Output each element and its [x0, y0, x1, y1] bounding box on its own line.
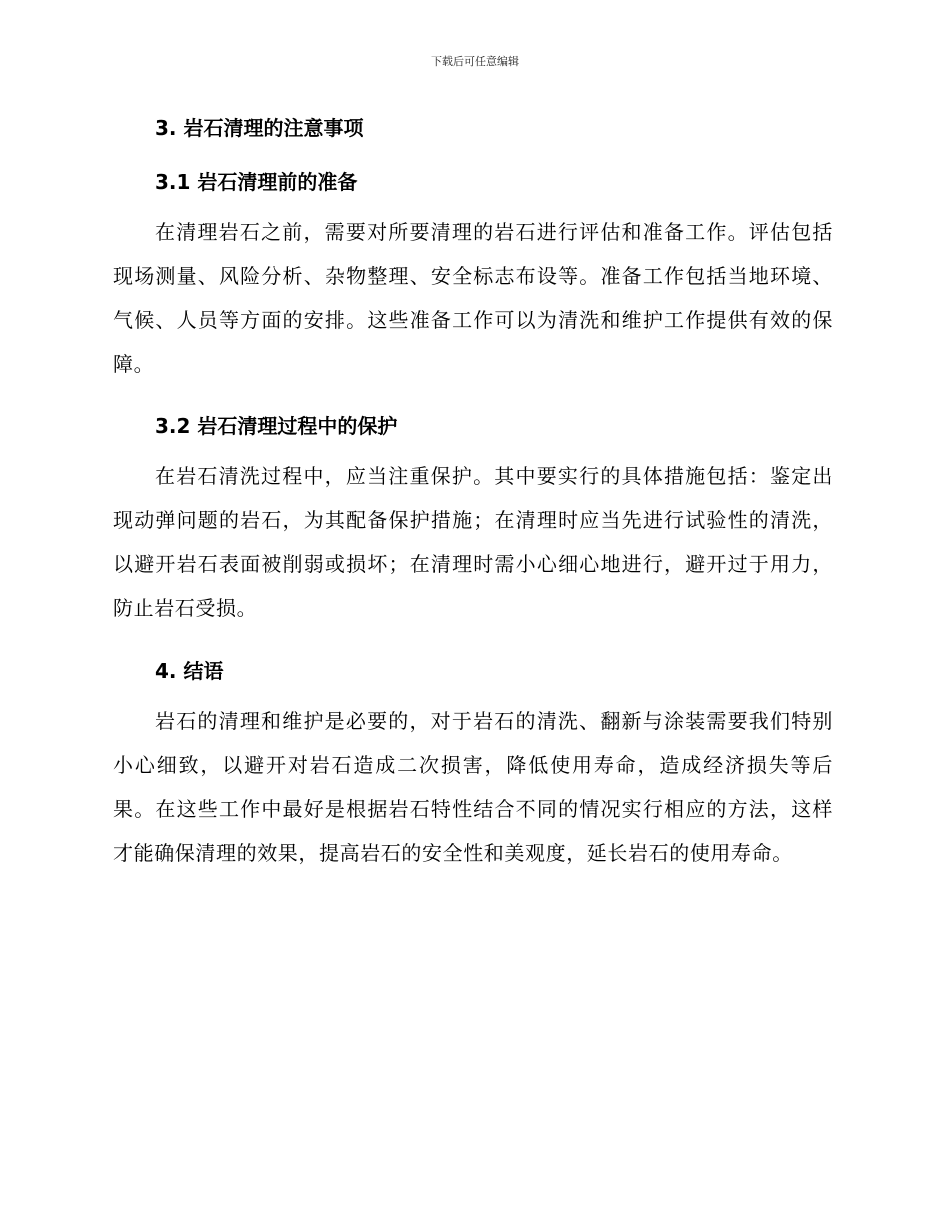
- section-3-1-heading: 3.1 岩石清理前的准备: [155, 170, 358, 194]
- section-3-1-paragraph: 在清理岩石之前，需要对所要清理的岩石进行评估和准备工作。评估包括现场测量、风险分析、杂物整理、安全标志布设等。准备工作包括当地环境、气候、人员等方面的安排。这些准备工作可以为清洗和维护工作提供有效的保障。: [113, 220, 833, 376]
- document-body: [113, 112, 833, 875]
- section-4-paragraph: 岩石的清理和维护是必要的，对于岩石的清洗、翻新与涂装需要我们特别小心细致，以避开对岩石造成二次损害，降低使用寿命，造成经济损失等后果。在这些工作中最好是根据岩石特性结合不同的情况实行相应的方法，这样才能确保清理的效果，提高岩石的安全性和美观度，延长岩石的使用寿命。: [113, 709, 833, 865]
- section-3-2-heading: 3.2 岩石清理过程中的保护: [155, 414, 398, 438]
- page-header-note: 下载后可任意编辑: [431, 55, 519, 68]
- section-3-heading: 3. 岩石清理的注意事项: [155, 116, 364, 140]
- section-4-heading: 4. 结语: [155, 659, 224, 683]
- section-3-2-paragraph: 在岩石清洗过程中，应当注重保护。其中要实行的具体措施包括：鉴定出现动弹问题的岩石，为其配备保护措施；在清理时应当先进行试验性的清洗，以避开岩石表面被削弱或损坏；在清理时需小心细心地进行，避开过于用力，防止岩石受损。: [113, 464, 833, 620]
